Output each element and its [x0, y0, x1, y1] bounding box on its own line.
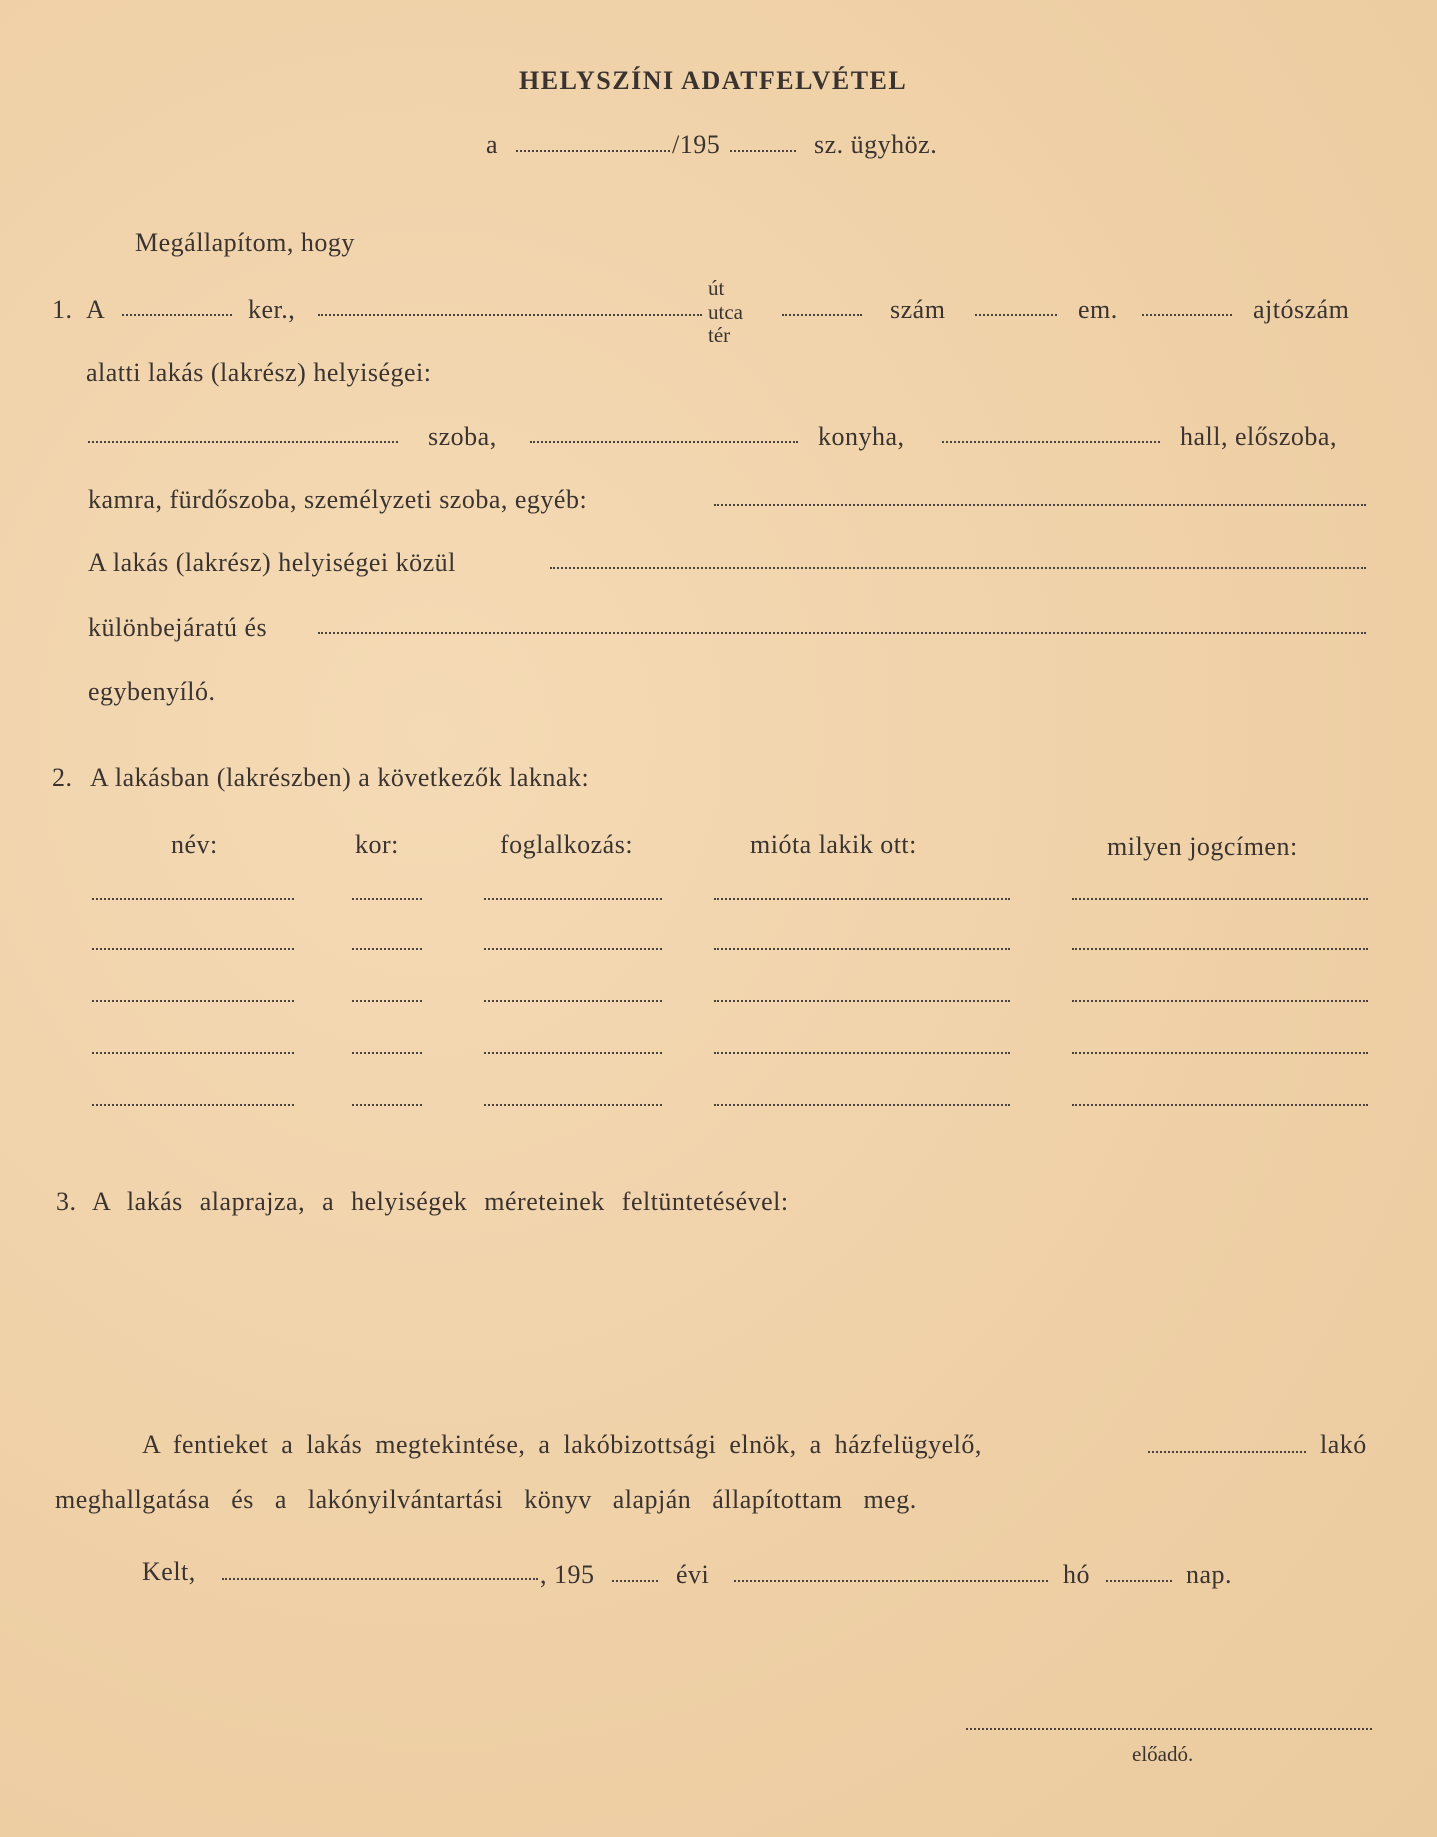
form-title: HELYSZÍNI ADATFELVÉTEL [519, 66, 908, 95]
resident-since-field[interactable] [714, 1000, 1010, 1002]
floor-field[interactable] [975, 314, 1057, 316]
col-nev: név: [171, 830, 218, 859]
szam-label: szám [890, 295, 946, 324]
street-type-ter: tér [708, 323, 731, 347]
szoba-label: szoba, [428, 422, 497, 451]
section1-line7: egybenyíló. [88, 677, 216, 706]
ho-label: hó [1063, 1560, 1090, 1589]
rooms-field[interactable] [550, 567, 1366, 569]
intro-text: Megállapítom, hogy [135, 228, 355, 257]
resident-occupation-field[interactable] [484, 1104, 662, 1106]
resident-name-field[interactable] [92, 948, 294, 950]
district-field[interactable] [122, 314, 232, 316]
konyha-field[interactable] [530, 441, 798, 443]
street-type-utca: utca [708, 300, 743, 324]
resident-title-field[interactable] [1072, 1104, 1368, 1106]
resident-title-field[interactable] [1072, 1000, 1368, 1002]
evi-label: évi [676, 1560, 710, 1589]
resident-since-field[interactable] [714, 1104, 1010, 1106]
section1-line6: különbejáratú és [88, 613, 268, 642]
case-year: /195 [672, 130, 721, 159]
resident-occupation-field[interactable] [484, 948, 662, 950]
street-field[interactable] [318, 314, 702, 316]
resident-age-field[interactable] [352, 948, 422, 950]
resident-name-field[interactable] [92, 898, 294, 900]
hall-label: hall, előszoba, [1180, 422, 1337, 451]
section3-number: 3. [56, 1187, 77, 1216]
hall-field[interactable] [942, 441, 1160, 443]
ker-label: ker., [248, 295, 296, 324]
ajtoszam-label: ajtószám [1253, 295, 1350, 324]
section2-number: 2. [52, 763, 73, 792]
em-label: em. [1078, 295, 1118, 324]
resident-title-field[interactable] [1072, 1052, 1368, 1054]
section1-line5: A lakás (lakrész) helyiségei közül [88, 548, 456, 577]
day-field[interactable] [1106, 1580, 1172, 1582]
section1-a: A [86, 295, 106, 324]
case-number-field[interactable] [516, 150, 670, 152]
year-field[interactable] [612, 1580, 658, 1582]
resident-age-field[interactable] [352, 1000, 422, 1002]
section1-number: 1. [52, 295, 73, 324]
separate-entrance-field[interactable] [318, 632, 1366, 634]
section2-heading: A lakásban (lakrészben) a következők laknak: [90, 763, 590, 792]
house-number-field[interactable] [782, 314, 862, 316]
col-mióta: mióta lakik ott: [750, 830, 917, 859]
resident-name-field[interactable] [92, 1052, 294, 1054]
section1-line4: kamra, fürdőszoba, személyzeti szoba, egyéb: [88, 485, 588, 514]
resident-age-field[interactable] [352, 1104, 422, 1106]
resident-since-field[interactable] [714, 1052, 1010, 1054]
case-year-field[interactable] [730, 150, 796, 152]
col-kor: kor: [355, 830, 399, 859]
resident-title-field[interactable] [1072, 898, 1368, 900]
konyha-label: konyha, [818, 422, 905, 451]
signature-label: előadó. [1132, 1742, 1194, 1766]
resident-title-field[interactable] [1072, 948, 1368, 950]
case-suffix: sz. ügyhöz. [814, 130, 938, 159]
street-type-ut: út [708, 276, 725, 300]
year-label: , 195 [540, 1560, 595, 1589]
resident-age-field[interactable] [352, 898, 422, 900]
egyeb-field[interactable] [714, 504, 1366, 506]
resident-age-field[interactable] [352, 1052, 422, 1054]
case-prefix: a [486, 130, 499, 159]
resident-name-field[interactable] [92, 1000, 294, 1002]
month-field[interactable] [734, 1580, 1048, 1582]
resident-occupation-field[interactable] [484, 1000, 662, 1002]
resident-since-field[interactable] [714, 898, 1010, 900]
signature-field[interactable] [966, 1728, 1372, 1730]
place-field[interactable] [222, 1578, 538, 1580]
szoba-field[interactable] [88, 441, 398, 443]
tenant-name-field[interactable] [1148, 1451, 1306, 1453]
col-foglalkozas: foglalkozás: [500, 830, 634, 859]
floor-plan-area[interactable] [92, 1230, 1362, 1400]
resident-name-field[interactable] [92, 1104, 294, 1106]
col-jogcim: milyen jogcímen: [1107, 832, 1298, 861]
resident-occupation-field[interactable] [484, 898, 662, 900]
closing-lako: lakó [1320, 1430, 1367, 1459]
door-field[interactable] [1142, 314, 1232, 316]
section3-heading: A lakás alaprajza, a helyiségek méreteinek feltüntetésével: [92, 1187, 789, 1216]
nap-label: nap. [1186, 1560, 1233, 1589]
resident-since-field[interactable] [714, 948, 1010, 950]
kelt-label: Kelt, [142, 1557, 196, 1586]
section1-line2: alatti lakás (lakrész) helyiségei: [86, 358, 432, 387]
closing-line2: meghallgatása és a lakónyilvántartási könyv alapján állapítottam meg. [55, 1485, 917, 1514]
closing-line1: A fentieket a lakás megtekintése, a lakóbizottsági elnök, a házfelügyelő, [142, 1430, 982, 1459]
resident-occupation-field[interactable] [484, 1052, 662, 1054]
